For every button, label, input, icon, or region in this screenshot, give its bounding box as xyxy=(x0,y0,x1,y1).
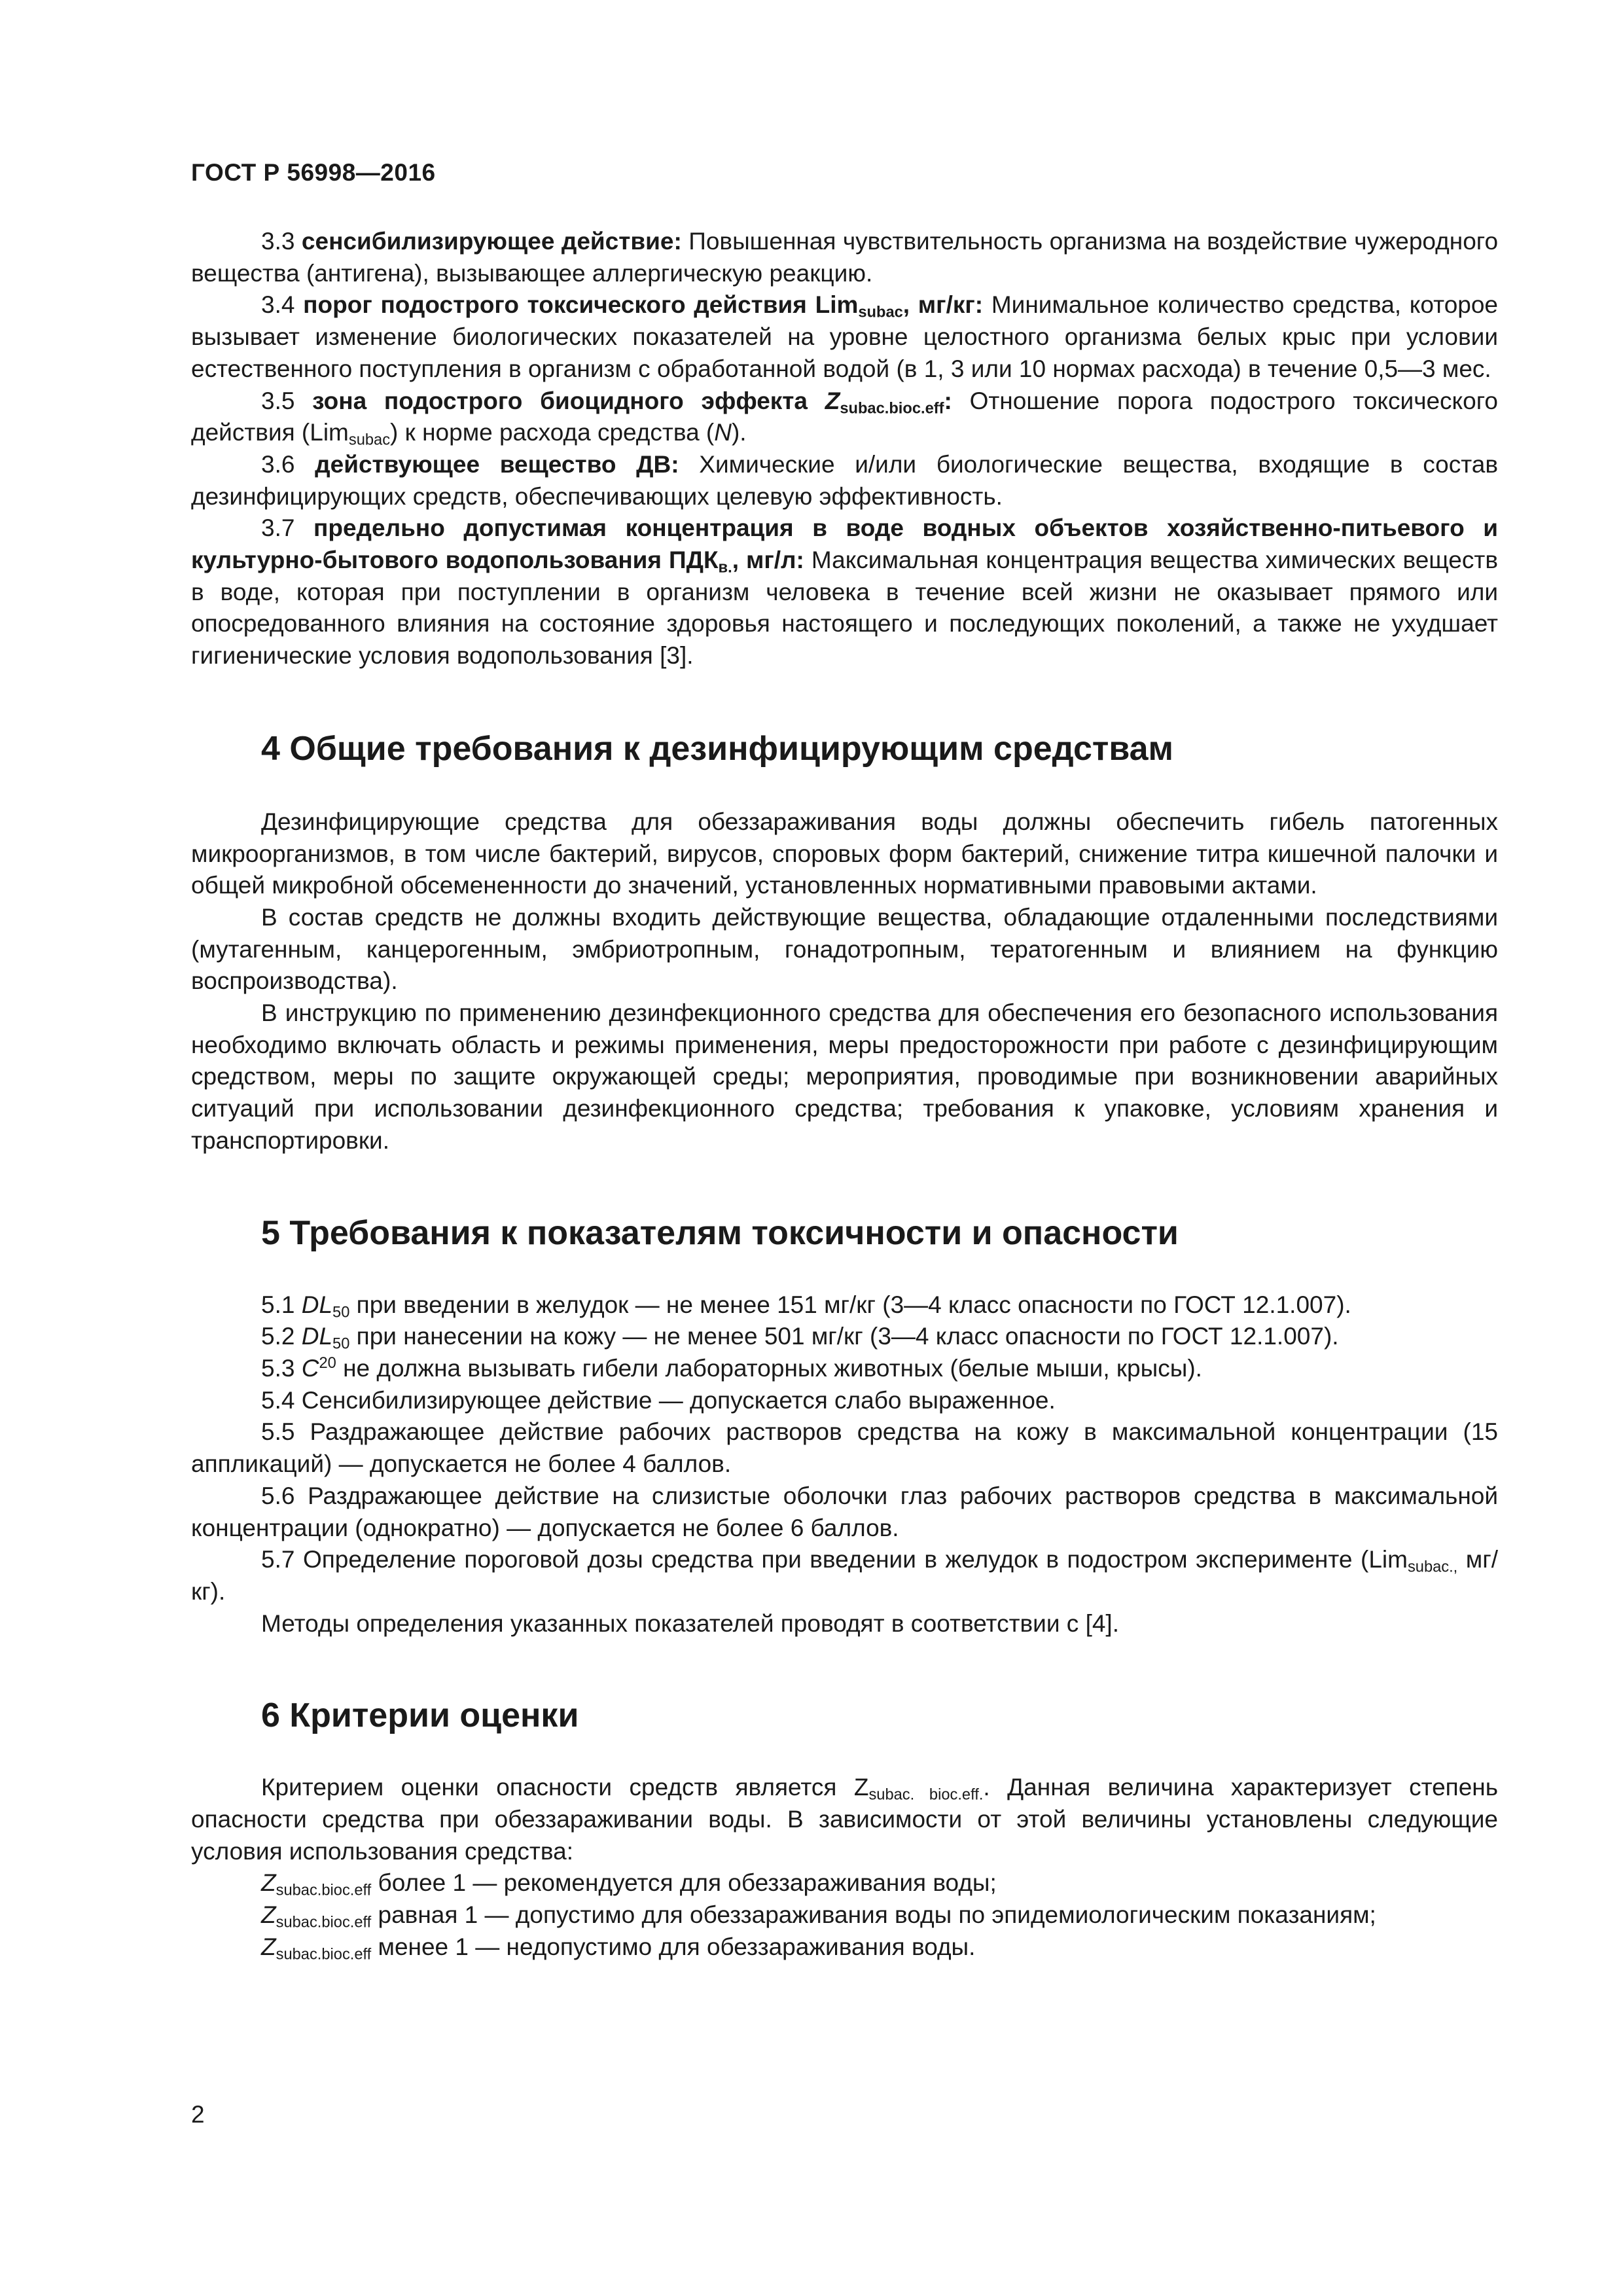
term-3-3: 3.3 сенсибилизирующее действие: Повышенная чувствительность организма на воздействие чужеродного вещества (антигена), вызывающее аллергическую реакцию. xyxy=(191,228,1499,287)
item-5-7: 5.7 Определение пороговой дозы средства при введении в желудок в подостром эксперименте (Lim$_{subac.,}$ мг/кг). xyxy=(191,1546,1498,1605)
criteria-item: $Z_{subac.bioc.eff}$ равная 1 — допустимо для обеззараживания воды по эпидемиологическим показаниям; xyxy=(261,1901,1376,1931)
term-title: предельно допустимая концентрация в воде водных объектов хозяйственно-питьевого и культурно-бытового водопользования $ПДК_{в.}$, мг/л: xyxy=(191,514,1498,577)
term-title: действующее вещество ДВ: xyxy=(315,450,679,478)
item-5-3: 5.3 $C^{20}$ не должна вызывать гибели лабораторных животных (белые мыши, крысы). xyxy=(261,1354,1202,1382)
term-3-4: 3.4 порог подострого токсического действия Lim$_{subac}$, мг/кг: Минимальное количество средства, которое вызывает изменение биологических показателей на уровне целостного организма белых крыс при условии естественного поступления в организм с обработанной водой (в 1, 3 или 10 нормах расхода) в течение 0,5—3 мес. xyxy=(191,291,1499,382)
section-6-heading: 6 Критерии оценки xyxy=(261,1696,579,1735)
paragraph: В инструкцию по применению дезинфекционного средства для обеспечения его безопасного использования необходимо включать область и режимы применения, меры предосторожности при работе с дезинфицирующим средством, меры по защите окружающей среды; мероприятия, проводимые при возникновении аварийных ситуаций при использовании дезинфекционного средства; требования к упаковке, условиям хранения и транспортировки. xyxy=(191,999,1498,1154)
term-3-5: 3.5 зона подострого биоцидного эффекта $Z_{subac.bioc.eff}$: Отношение порога подострого токсического действия (Lim$_{subac}$) к норме расхода средства (N). xyxy=(191,387,1498,449)
page-number: 2 xyxy=(191,2101,205,2128)
methods-note: Методы определения указанных показателей проводят в соответствии с [4]. xyxy=(261,1609,1119,1637)
term-title: зона подострого биоцидного эффекта $Z_{subac.bioc.eff}$: xyxy=(312,387,952,418)
item-5-5: 5.5 Раздражающее действие рабочих растворов средства на кожу в максимальной концентрации (15 аппликаций) — допускается не более 4 баллов. xyxy=(191,1418,1498,1478)
document-code-header: ГОСТ Р 56998—2016 xyxy=(191,159,436,186)
term-title: сенсибилизирующее действие: xyxy=(301,228,682,255)
item-5-6: 5.6 Раздражающее действие на слизистые оболочки глаз рабочих растворов средства в максимальной концентрации (однократно) — допускается не более 6 баллов. xyxy=(191,1482,1498,1541)
term-3-7: 3.7 предельно допустимая концентрация в воде водных объектов хозяйственно-питьевого и культурно-бытового водопользования $ПДК_{в.}$, мг/л: Максимальная концентрация вещества химических веществ в воде, которая при поступлении в организм человека в течение всей жизни не оказывает прямого или опосредованного влияния на состояние здоровья настоящего и последующих поколений, а также не ухудшает гигиенические условия водопользования [3]. xyxy=(191,514,1498,670)
paragraph: Дезинфицирующие средства для обеззараживания воды должны обеспечить гибель патогенных микроорганизмов, в том числе бактерий, вирусов, споровых форм бактерий, снижение титра кишечной палочки и общей микробной обсемененности до значений, установленных нормативными правовыми актами. xyxy=(191,808,1498,899)
item-5-1: 5.1 $DL_{50}$ при введении в желудок — не менее 151 мг/кг (3—4 класс опасности по ГОСТ 12.1.007). xyxy=(261,1291,1351,1321)
criteria-item: $Z_{subac.bioc.eff}$ менее 1 — недопустимо для обеззараживания воды. xyxy=(261,1933,976,1964)
term-title: порог подострого токсического действия Lim$_{subac}$, мг/кг: xyxy=(303,291,984,322)
criteria-item: $Z_{subac.bioc.eff}$ более 1 — рекомендуется для обеззараживания воды; xyxy=(261,1869,997,1900)
term-3-6: 3.6 действующее вещество ДВ: Химические и/или биологические вещества, входящие в состав дезинфицирующих средств, обеспечивающих целевую эффективность. xyxy=(191,450,1499,510)
paragraph: В состав средств не должны входить действующие вещества, обладающие отдаленными последствиями (мутагенным, канцерогенным, эмбриотропным, гонадотропным, тератогенным и влиянием на функцию воспроизводства). xyxy=(191,903,1498,995)
section-5-heading: 5 Требования к показателям токсичности и опасности xyxy=(261,1213,1179,1252)
document-body xyxy=(191,226,1498,1964)
item-5-2: 5.2 $DL_{50}$ при нанесении на кожу — не менее 501 мг/кг (3—4 класс опасности по ГОСТ 12.1.007). xyxy=(261,1323,1339,1353)
criteria-intro: Критерием оценки опасности средств является $Z_{subac. bioc.eff.}$. Данная величина характеризует степень опасности средства при обеззараживании воды. В зависимости от этой величины установлены следующие условия использования средства: xyxy=(191,1774,1499,1865)
item-5-4: 5.4 Сенсибилизирующее действие — допускается слабо выраженное. xyxy=(261,1386,1056,1414)
section-4-heading: 4 Общие требования к дезинфицирующим средствам xyxy=(261,729,1174,768)
